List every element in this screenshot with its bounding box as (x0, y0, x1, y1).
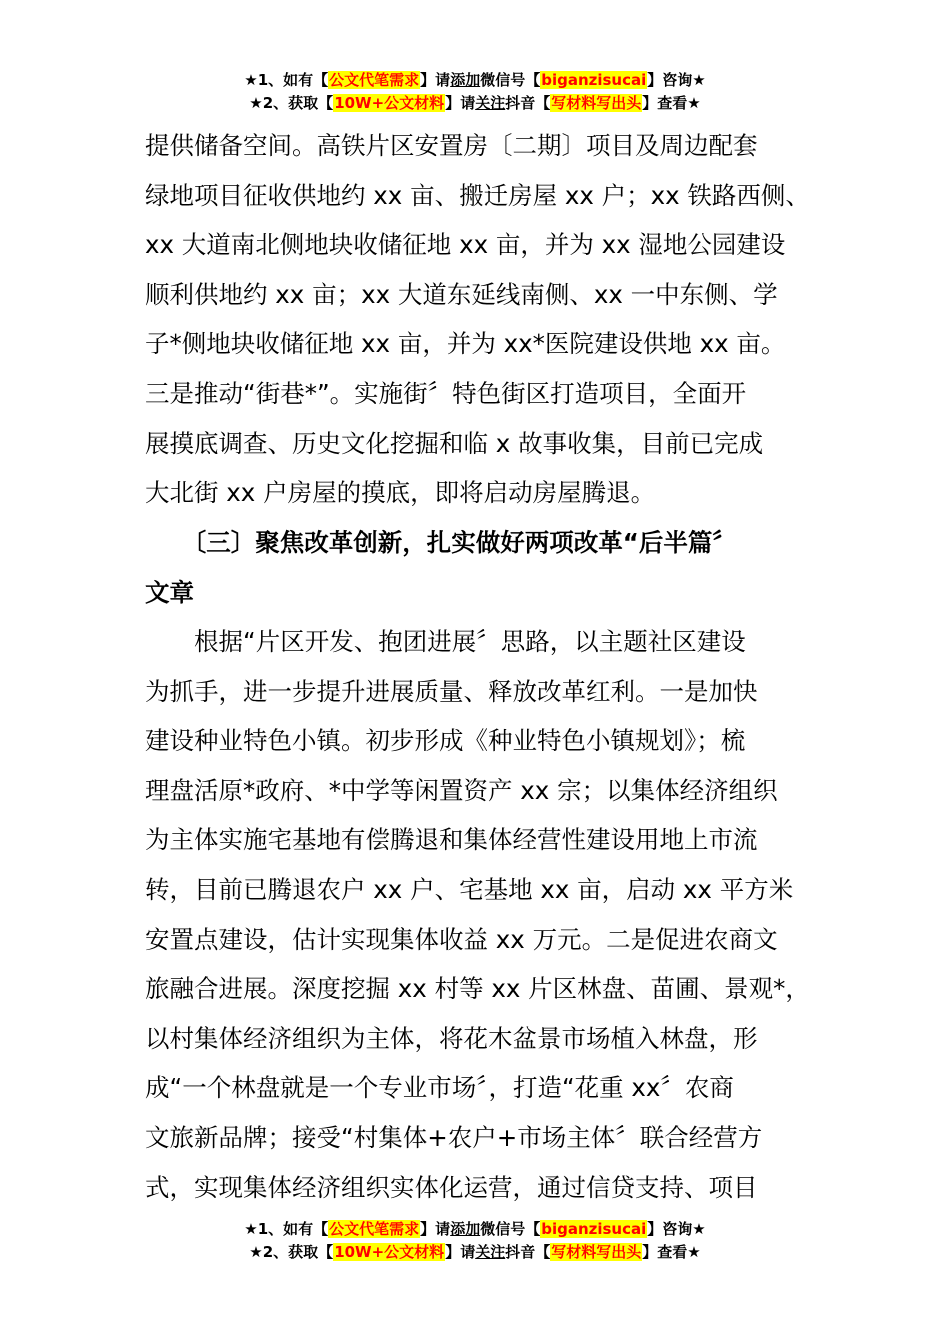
promo-text: 微信号【 (480, 1220, 541, 1238)
text-line: 顺利供地约 xx 亩；xx 大道东延线南侧、xx 一中东侧、学 (145, 279, 778, 309)
text-line: 根据“片区开发、抱团进展〞思路，以主题社区建设 (145, 627, 746, 656)
text-line: 旅融合进展。深度挖掘 xx 村等 xx 片区林盘、苗圃、景观*， (145, 974, 810, 1004)
heading-line: 〔三〕聚焦改革创新，扎实做好两项改革“后半篇〞 (145, 528, 737, 557)
promo-underlined: 关注 (475, 94, 506, 112)
wechat-id-highlight: biganzisucai (541, 1220, 647, 1238)
promo-line-1 (0, 1218, 950, 1241)
text-line: 为抓手，进一步提升进展质量、释放改革红利。一是加快 (145, 676, 758, 706)
douyin-account-highlight: 写材料写出头 (551, 94, 642, 112)
text-line: 以村集体经济组织为主体，将花木盆景市场植入林盘，形 (145, 1023, 758, 1053)
promo-text: 】查看★ (642, 94, 701, 112)
douyin-account-highlight: 写材料写出头 (551, 1243, 642, 1261)
text-line: 成“一个林盘就是一个专业市场〞，打造“花重 xx〞农商 (145, 1073, 734, 1103)
promo-text: ★2、获取【 (249, 1243, 334, 1261)
paragraph (145, 617, 825, 1212)
heading-line: 文章 (145, 577, 194, 607)
promo-highlight: 10W+公文材料 (334, 1243, 445, 1261)
promo-text: 】请 (445, 94, 476, 112)
text-line: 理盘活原*政府、*中学等闲置资产 xx 宗；以集体经济组织 (145, 775, 778, 805)
promo-highlight: 公文代笔需求 (329, 1220, 420, 1238)
section-heading (145, 518, 825, 617)
text-line: 建设种业特色小镇。初步形成《种业特色小镇规划》；梳 (145, 726, 746, 756)
promo-line-2 (0, 92, 950, 115)
promo-text: 】请 (445, 1243, 476, 1261)
text-line: 子*侧地块收储征地 xx 亩，并为 xx*医院建设供地 xx 亩。 (145, 329, 786, 359)
text-line: 展摸底调查、历史文化挖掘和临 x 故事收集，目前已完成 (145, 428, 764, 458)
wechat-id-highlight: biganzisucai (541, 71, 647, 89)
promo-line-1 (0, 69, 950, 92)
promo-text: 抖音【 (505, 94, 551, 112)
promo-text: ★1、如有【 (244, 71, 329, 89)
promo-text: 】咨询★ (647, 1220, 706, 1238)
promo-text: ★2、获取【 (249, 94, 334, 112)
paragraph-continuation (145, 121, 825, 518)
text-line: 为主体实施宅基地有偿腾退和集体经营性建设用地上市流 (145, 825, 758, 855)
text-line: 三是推动“街巷*”。实施街〞特色街区打造项目，全面开 (145, 378, 747, 408)
promo-underlined: 添加 (450, 71, 481, 89)
promo-line-2 (0, 1241, 950, 1264)
promo-underlined: 关注 (475, 1243, 506, 1261)
promo-underlined: 添加 (450, 1220, 481, 1238)
promo-text: 微信号【 (480, 71, 541, 89)
promo-text: 】查看★ (642, 1243, 701, 1261)
promo-text: 】请 (420, 71, 451, 89)
text-line: 式，实现集体经济组织实体化运营，通过信贷支持、项目 (145, 1172, 758, 1202)
footer-promo-banner (0, 1218, 950, 1264)
text-line: 安置点建设，估计实现集体收益 xx 万元。二是促进农商文 (145, 924, 778, 954)
promo-highlight: 公文代笔需求 (329, 71, 420, 89)
text-line: xx 大道南北侧地块收储征地 xx 亩，并为 xx 湿地公园建设 (145, 230, 786, 260)
promo-text: 】咨询★ (647, 71, 706, 89)
text-line: 大北街 xx 户房屋的摸底，即将启动房屋腾退。 (145, 478, 656, 508)
text-line: 文旅新品牌；接受“村集体+农户+市场主体〞联合经营方 (145, 1122, 763, 1152)
text-line: 转，目前已腾退农户 xx 户、宅基地 xx 亩，启动 xx 平方米 (145, 874, 794, 904)
promo-text: 抖音【 (505, 1243, 551, 1261)
promo-text: 】请 (420, 1220, 451, 1238)
header-promo-banner (0, 69, 950, 115)
promo-highlight: 10W+公文材料 (334, 94, 445, 112)
text-line: 提供储备空间。高铁片区安置房〔二期〕项目及周边配套 (145, 131, 758, 160)
text-line: 绿地项目征收供地约 xx 亩、搬迁房屋 xx 户；xx 铁路西侧、 (145, 180, 810, 210)
promo-text: ★1、如有【 (244, 1220, 329, 1238)
